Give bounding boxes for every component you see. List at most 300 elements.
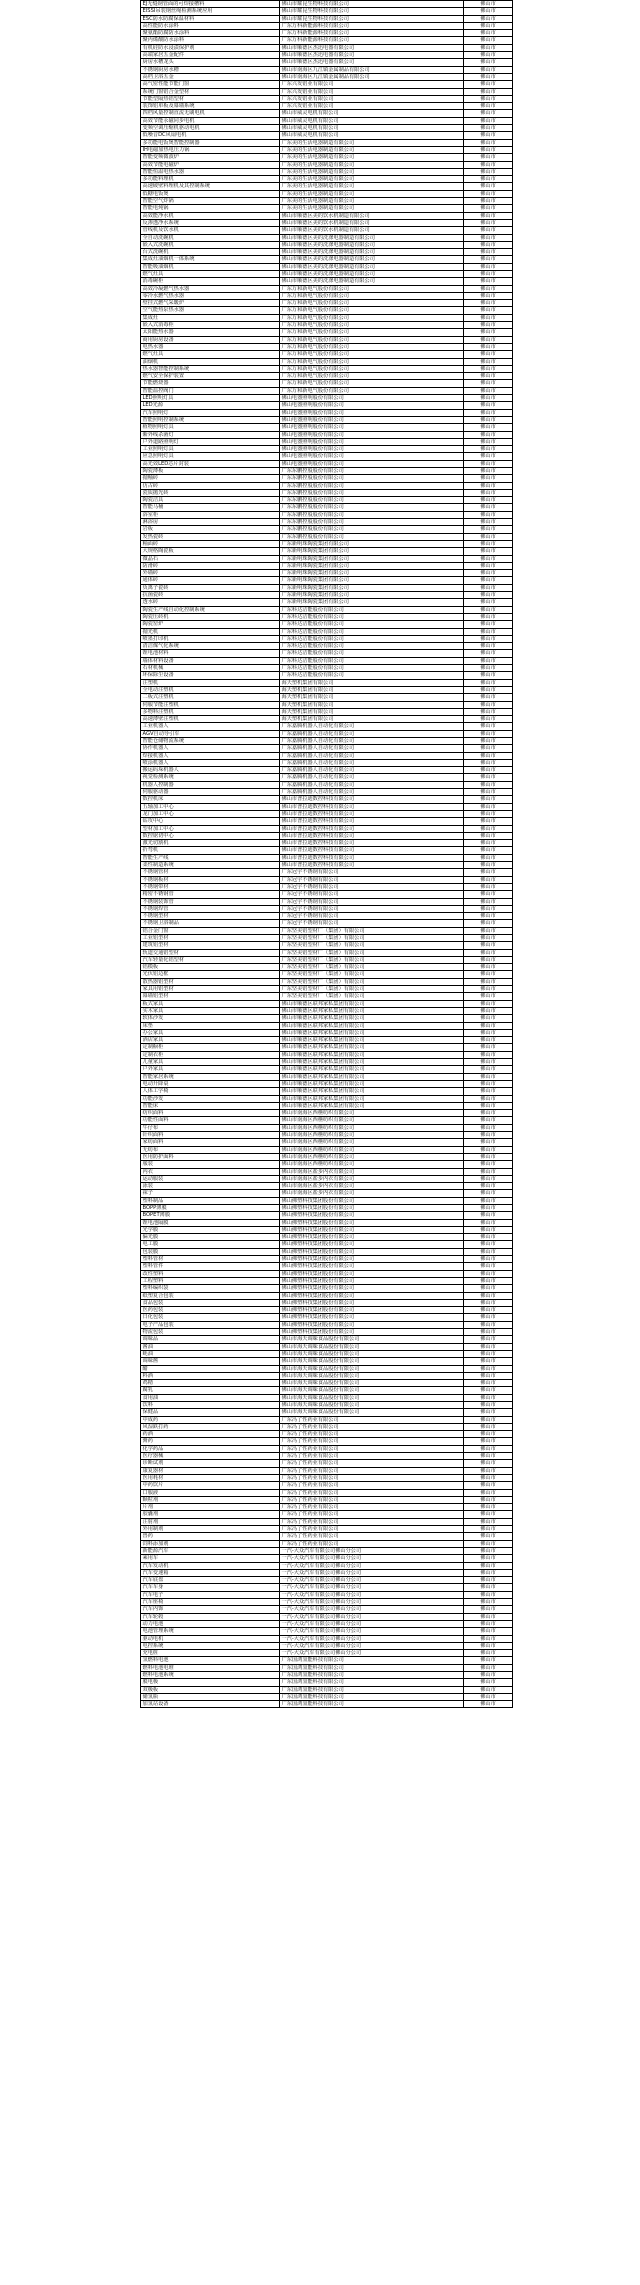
product-name-cell: 不锈钢带材	[141, 883, 280, 890]
company-name-cell: 广东冯了性药业有限公司	[280, 1482, 464, 1489]
company-name-cell: 广东万和新电气股份有限公司	[280, 343, 464, 350]
city-cell: 佛山市	[464, 1270, 513, 1277]
company-name-cell: 广东嘉腾机器人自动化有限公司	[280, 723, 464, 730]
company-name-cell: 广东坚美铝型材厂（集团）有限公司	[280, 978, 464, 985]
city-cell: 佛山市	[464, 1256, 513, 1263]
city-cell: 佛山市	[464, 1175, 513, 1182]
city-cell: 佛山市	[464, 1431, 513, 1438]
product-name-cell: 不锈钢焊管	[141, 905, 280, 912]
product-name-cell: 五轴加工中心	[141, 803, 280, 810]
company-name-cell: 广东兴发铝业有限公司	[280, 95, 464, 102]
product-name-cell: 反渗透净水系统	[141, 219, 280, 226]
company-name-cell: 佛山市威灵电机有限公司	[280, 132, 464, 139]
product-name-cell: 聚丙烯酸防水涂料	[141, 37, 280, 44]
product-name-cell: BOPP薄膜	[141, 1204, 280, 1211]
product-name-cell: 诊断试剂	[141, 1460, 280, 1467]
table-row	[141, 1292, 513, 1299]
product-name-cell: 电工膜	[141, 1241, 280, 1248]
company-name-cell: 广东冠宇不锈钢有限公司	[280, 913, 464, 920]
city-cell: 佛山市	[464, 1197, 513, 1204]
city-cell: 佛山市	[464, 1241, 513, 1248]
table-row	[141, 803, 513, 810]
company-name-cell: 一汽-大众汽车有限公司佛山分公司	[280, 1555, 464, 1562]
company-name-cell: 佛山佛塑科技集团股份有限公司	[280, 1299, 464, 1306]
city-cell: 佛山市	[464, 737, 513, 744]
company-name-cell: 佛山市南海区西樵纺织有限公司	[280, 1117, 464, 1124]
city-cell: 佛山市	[464, 1029, 513, 1036]
product-name-cell: IH电磁加热电压力锅	[141, 146, 280, 153]
city-cell: 佛山市	[464, 88, 513, 95]
company-name-cell: 广东冯了性药业有限公司	[280, 1431, 464, 1438]
company-name-cell: 广东冯了性药业有限公司	[280, 1496, 464, 1503]
table-row	[141, 1409, 513, 1416]
company-name-cell: 佛山市普拉迪数控科技有限公司	[280, 840, 464, 847]
table-row	[141, 1701, 513, 1708]
company-name-cell: 广东科达洁能股份有限公司	[280, 672, 464, 679]
city-cell: 佛山市	[464, 1153, 513, 1160]
city-cell: 佛山市	[464, 139, 513, 146]
company-name-cell: 广东嘉腾机器人自动化有限公司	[280, 759, 464, 766]
product-name-cell: 汽车车身	[141, 1584, 280, 1591]
table-row	[141, 1547, 513, 1554]
company-name-cell: 广东万和新电气股份有限公司	[280, 336, 464, 343]
city-cell: 佛山市	[464, 862, 513, 869]
table-row	[141, 1387, 513, 1394]
product-name-cell: 燃气灶具	[141, 270, 280, 277]
table-row	[141, 270, 513, 277]
product-name-cell: 风湿跌打药	[141, 1423, 280, 1430]
company-name-cell: 一汽-大众汽车有限公司佛山分公司	[280, 1628, 464, 1635]
table-row	[141, 1642, 513, 1649]
product-name-cell: 环保除尘设备	[141, 672, 280, 679]
product-name-cell: 汽车变速箱	[141, 1569, 280, 1576]
table-row	[141, 1518, 513, 1525]
table-row	[141, 920, 513, 927]
table-row	[141, 694, 513, 701]
product-name-cell: 石材机械	[141, 665, 280, 672]
city-cell: 佛山市	[464, 803, 513, 810]
table-row	[141, 935, 513, 942]
company-name-cell: 佛山市顺德区杰迅电器有限公司	[280, 59, 464, 66]
company-name-cell: 广东东鹏控股股份有限公司	[280, 526, 464, 533]
company-name-cell: 佛山市威灵电机有限公司	[280, 125, 464, 132]
product-name-cell: 药酒	[141, 1431, 280, 1438]
city-cell: 佛山市	[464, 1146, 513, 1153]
city-cell: 佛山市	[464, 234, 513, 241]
table-row	[141, 1110, 513, 1117]
table-row	[141, 504, 513, 511]
table-row	[141, 643, 513, 650]
table-row	[141, 628, 513, 635]
product-name-cell: 集成灶	[141, 314, 280, 321]
company-name-cell: 佛山市海天调味食品股份有限公司	[280, 1372, 464, 1379]
city-cell: 佛山市	[464, 584, 513, 591]
company-name-cell: 广东万和新电气股份有限公司	[280, 292, 464, 299]
city-cell: 佛山市	[464, 468, 513, 475]
product-name-cell: 集成灶油烟机一体系统	[141, 256, 280, 263]
table-row	[141, 1482, 513, 1489]
product-name-cell: 腐乳	[141, 1387, 280, 1394]
city-cell: 佛山市	[464, 599, 513, 606]
table-row	[141, 840, 513, 847]
city-cell: 佛山市	[464, 73, 513, 80]
city-cell: 佛山市	[464, 416, 513, 423]
city-cell: 佛山市	[464, 453, 513, 460]
company-name-cell: 佛山电器照明股份有限公司	[280, 424, 464, 431]
product-name-cell: 高效冷凝燃气热水器	[141, 285, 280, 292]
company-name-cell: 广东兴发铝业有限公司	[280, 88, 464, 95]
table-row	[141, 475, 513, 482]
city-cell: 佛山市	[464, 263, 513, 270]
city-cell: 佛山市	[464, 103, 513, 110]
product-name-cell: ESC防水防腐保温材料	[141, 15, 280, 22]
table-row	[141, 789, 513, 796]
product-name-cell: 瓷质抛光砖	[141, 489, 280, 496]
product-name-cell: 陶瓷生产线自动化控制系统	[141, 606, 280, 613]
company-name-cell: 佛山市顺德区美的洗涤电器制造有限公司	[280, 234, 464, 241]
city-cell: 佛山市	[464, 358, 513, 365]
table-row	[141, 891, 513, 898]
product-name-cell: 汽车轮毂	[141, 1613, 280, 1620]
table-row	[141, 1000, 513, 1007]
product-name-cell: 汽车照明灯	[141, 409, 280, 416]
product-name-cell: 有机硅防水浸渍保护剂	[141, 44, 280, 51]
company-name-cell: 佛山佛塑科技集团股份有限公司	[280, 1307, 464, 1314]
company-name-cell: 佛山市南海区西樵纺织有限公司	[280, 1146, 464, 1153]
product-name-cell: 汽车电子	[141, 1591, 280, 1598]
company-name-cell: 一汽-大众汽车有限公司佛山分公司	[280, 1591, 464, 1598]
table-row	[141, 562, 513, 569]
city-cell: 佛山市	[464, 971, 513, 978]
product-name-cell: 光伏铝边框	[141, 971, 280, 978]
product-name-cell: 高性能防水涂料	[141, 22, 280, 29]
product-name-cell: 无纺布	[141, 1146, 280, 1153]
product-name-cell: 不锈钢卫浴制品	[141, 920, 280, 927]
product-name-cell: 饲料添加剂	[141, 1540, 280, 1547]
table-row	[141, 351, 513, 358]
table-row	[141, 1657, 513, 1664]
company-name-cell: 广东万科新能源科技有限公司	[280, 30, 464, 37]
table-row	[141, 1168, 513, 1175]
table-row	[141, 650, 513, 657]
product-name-cell: 智能照明控制系统	[141, 416, 280, 423]
city-cell: 佛山市	[464, 438, 513, 445]
company-name-cell: 佛山佛塑科技集团股份有限公司	[280, 1197, 464, 1204]
product-name-cell: 充电桩	[141, 1650, 280, 1657]
company-name-cell: 广东嘉腾机器人自动化有限公司	[280, 745, 464, 752]
table-row	[141, 66, 513, 73]
city-cell: 佛山市	[464, 1511, 513, 1518]
table-row	[141, 613, 513, 620]
product-name-cell: 不锈钢装饰管	[141, 898, 280, 905]
company-name-cell: 广东冯了性药业有限公司	[280, 1416, 464, 1423]
product-name-cell: 多功能料理机	[141, 176, 280, 183]
product-name-cell: LED光源	[141, 402, 280, 409]
product-name-cell: 智能变频微波炉	[141, 154, 280, 161]
product-name-cell: 泳装	[141, 1183, 280, 1190]
table-row	[141, 387, 513, 394]
table-row	[141, 621, 513, 628]
company-name-cell: 佛山佛塑科技集团股份有限公司	[280, 1285, 464, 1292]
product-name-cell: 仿古砖	[141, 482, 280, 489]
table-row	[141, 314, 513, 321]
table-row	[141, 1445, 513, 1452]
product-name-cell: 不锈钢板材	[141, 876, 280, 883]
product-name-cell: 视觉检测系统	[141, 774, 280, 781]
city-cell: 佛山市	[464, 1132, 513, 1139]
company-name-cell: 广东新明珠陶瓷集团有限公司	[280, 562, 464, 569]
product-name-cell: 功能沙发	[141, 1095, 280, 1102]
table-row	[141, 176, 513, 183]
company-name-cell: 海天塑机集团有限公司	[280, 701, 464, 708]
table-row	[141, 373, 513, 380]
city-cell: 佛山市	[464, 519, 513, 526]
company-name-cell: 广东冠宇不锈钢有限公司	[280, 920, 464, 927]
product-name-cell: 不锈钢型材	[141, 913, 280, 920]
table-row	[141, 1460, 513, 1467]
table-row	[141, 1438, 513, 1445]
city-cell: 佛山市	[464, 1051, 513, 1058]
product-name-cell: 铝合金门窗	[141, 927, 280, 934]
city-cell: 佛山市	[464, 540, 513, 547]
product-name-cell: 装饰铝单板及幕墙系统	[141, 103, 280, 110]
product-name-cell: 零冷水燃气热水器	[141, 292, 280, 299]
product-name-cell: 日化包装	[141, 1314, 280, 1321]
table-row	[141, 212, 513, 219]
city-cell: 佛山市	[464, 1095, 513, 1102]
company-name-cell: 广东新明珠陶瓷集团有限公司	[280, 599, 464, 606]
table-row	[141, 15, 513, 22]
city-cell: 佛山市	[464, 270, 513, 277]
company-name-cell: 广东万和新电气股份有限公司	[280, 365, 464, 372]
product-name-cell: 太阳能热水器	[141, 329, 280, 336]
table-row	[141, 110, 513, 117]
city-cell: 佛山市	[464, 978, 513, 985]
company-name-cell: 广东科达洁能股份有限公司	[280, 650, 464, 657]
product-name-cell: 锂电池隔膜	[141, 1219, 280, 1226]
city-cell: 佛山市	[464, 1569, 513, 1576]
product-name-cell: 户外道路照明灯	[141, 438, 280, 445]
product-name-cell: 膜电极	[141, 1679, 280, 1686]
product-name-cell: 床垫	[141, 1022, 280, 1029]
product-name-cell: 食用油	[141, 1394, 280, 1401]
company-name-cell: 佛山市顺德区联邦家私集团有限公司	[280, 1015, 464, 1022]
city-cell: 佛山市	[464, 1022, 513, 1029]
table-row	[141, 380, 513, 387]
product-name-cell: 工程塑料	[141, 1277, 280, 1284]
company-name-cell: 佛山电器照明股份有限公司	[280, 395, 464, 402]
table-row	[141, 533, 513, 540]
product-name-cell: 纸塑复合包装	[141, 1292, 280, 1299]
city-cell: 佛山市	[464, 1110, 513, 1117]
table-row	[141, 1248, 513, 1255]
city-cell: 佛山市	[464, 1453, 513, 1460]
city-cell: 佛山市	[464, 1555, 513, 1562]
company-name-cell: 广东万和新电气股份有限公司	[280, 380, 464, 387]
city-cell: 佛山市	[464, 497, 513, 504]
city-cell: 佛山市	[464, 665, 513, 672]
table-row	[141, 1117, 513, 1124]
city-cell: 佛山市	[464, 716, 513, 723]
company-name-cell: 佛山佛塑科技集团股份有限公司	[280, 1321, 464, 1328]
company-name-cell: 广东坚美铝型材厂（集团）有限公司	[280, 949, 464, 956]
city-cell: 佛山市	[464, 351, 513, 358]
company-name-cell: 海天塑机集团有限公司	[280, 694, 464, 701]
company-name-cell: 佛山市普拉迪数控科技有限公司	[280, 803, 464, 810]
table-row	[141, 1380, 513, 1387]
product-name-cell: 功能性面料	[141, 1117, 280, 1124]
product-name-cell: 智能马桶	[141, 504, 280, 511]
city-cell: 佛山市	[464, 577, 513, 584]
product-name-cell: 型材加工中心	[141, 825, 280, 832]
table-row	[141, 1365, 513, 1372]
company-name-cell: 广东东鹏控股股份有限公司	[280, 489, 464, 496]
product-name-cell: 伺服驱动器	[141, 789, 280, 796]
table-row	[141, 322, 513, 329]
company-name-cell: 佛山电器照明股份有限公司	[280, 431, 464, 438]
city-cell: 佛山市	[464, 548, 513, 555]
table-row	[141, 1650, 513, 1657]
city-cell: 佛山市	[464, 672, 513, 679]
city-cell: 佛山市	[464, 300, 513, 307]
table-row	[141, 1270, 513, 1277]
product-name-cell: 定制衣柜	[141, 1051, 280, 1058]
product-name-cell: 改性塑料	[141, 1270, 280, 1277]
product-name-cell: 双极板	[141, 1686, 280, 1693]
table-row	[141, 1241, 513, 1248]
city-cell: 佛山市	[464, 190, 513, 197]
city-cell: 佛山市	[464, 723, 513, 730]
company-name-cell: 广东美的生活电器制造有限公司	[280, 198, 464, 205]
city-cell: 佛山市	[464, 1102, 513, 1109]
company-name-cell: 广东冯了性药业有限公司	[280, 1518, 464, 1525]
product-name-cell: 全自动洗碗机	[141, 234, 280, 241]
city-cell: 佛山市	[464, 161, 513, 168]
table-row	[141, 584, 513, 591]
table-row	[141, 460, 513, 467]
company-name-cell: 广东坚美铝型材厂（集团）有限公司	[280, 956, 464, 963]
product-name-cell: 内衣	[141, 1168, 280, 1175]
product-name-cell: 空气能热泵热水器	[141, 307, 280, 314]
company-name-cell: 佛山市普拉迪数控科技有限公司	[280, 854, 464, 861]
city-cell: 佛山市	[464, 1562, 513, 1569]
table-row	[141, 592, 513, 599]
company-name-cell: 佛山市耀昆生物科技有限公司	[280, 8, 464, 15]
table-row	[141, 993, 513, 1000]
table-row	[141, 482, 513, 489]
company-name-cell: 佛山市顺德区美的洗涤电器制造有限公司	[280, 263, 464, 270]
city-cell: 佛山市	[464, 1380, 513, 1387]
document-page	[140, 0, 500, 1708]
company-name-cell: 佛山市顺德区美的洗涤电器制造有限公司	[280, 278, 464, 285]
company-name-cell: 佛山电器照明股份有限公司	[280, 416, 464, 423]
company-name-cell: 一汽-大众汽车有限公司佛山分公司	[280, 1562, 464, 1569]
product-name-cell: 低噪音DC风扇电机	[141, 132, 280, 139]
city-cell: 佛山市	[464, 1409, 513, 1416]
product-name-cell: 机器人控制器	[141, 781, 280, 788]
table-row	[141, 285, 513, 292]
table-row	[141, 1329, 513, 1336]
table-row	[141, 249, 513, 256]
company-name-cell: 广东新明珠陶瓷集团有限公司	[280, 540, 464, 547]
city-cell: 佛山市	[464, 1599, 513, 1606]
table-row	[141, 555, 513, 562]
table-row	[141, 73, 513, 80]
product-name-cell: 淋浴房	[141, 519, 280, 526]
company-name-cell: 一汽-大众汽车有限公司佛山分公司	[280, 1584, 464, 1591]
product-name-cell: 高效能净水机	[141, 212, 280, 219]
table-row	[141, 767, 513, 774]
table-row	[141, 336, 513, 343]
table-row	[141, 59, 513, 66]
product-name-cell: 酱油	[141, 1343, 280, 1350]
city-cell: 佛山市	[464, 1307, 513, 1314]
company-name-cell: 佛山佛塑科技集团股份有限公司	[280, 1263, 464, 1270]
product-name-cell: 酒店家具	[141, 1037, 280, 1044]
city-cell: 佛山市	[464, 1438, 513, 1445]
product-name-cell: 储氢瓶	[141, 1693, 280, 1700]
table-row	[141, 1153, 513, 1160]
company-name-cell: 佛山市南海区盐步内衣有限公司	[280, 1175, 464, 1182]
city-cell: 佛山市	[464, 1701, 513, 1708]
city-cell: 佛山市	[464, 402, 513, 409]
table-row	[141, 424, 513, 431]
city-cell: 佛山市	[464, 1088, 513, 1095]
product-name-cell: 陶瓷薄板	[141, 468, 280, 475]
city-cell: 佛山市	[464, 183, 513, 190]
city-cell: 佛山市	[464, 686, 513, 693]
city-cell: 佛山市	[464, 1650, 513, 1657]
product-name-cell: 办公家具	[141, 1029, 280, 1036]
product-name-cell: 锂电池材料	[141, 650, 280, 657]
city-cell: 佛山市	[464, 1037, 513, 1044]
table-row	[141, 971, 513, 978]
city-cell: 佛山市	[464, 59, 513, 66]
company-name-cell: 广东科达洁能股份有限公司	[280, 657, 464, 664]
city-cell: 佛山市	[464, 30, 513, 37]
table-row	[141, 1132, 513, 1139]
company-name-cell: 广东新明珠陶瓷集团有限公司	[280, 577, 464, 584]
product-name-cell: 喷涂机器人	[141, 759, 280, 766]
product-name-cell: 嵌入式消毒柜	[141, 322, 280, 329]
city-cell: 佛山市	[464, 847, 513, 854]
product-name-cell: 智能家居系统	[141, 1073, 280, 1080]
product-name-cell: 高气密性能节能门窗	[141, 81, 280, 88]
product-name-cell: 保健品	[141, 1409, 280, 1416]
company-name-cell: 佛山市南海区西樵纺织有限公司	[280, 1139, 464, 1146]
table-row	[141, 139, 513, 146]
product-name-cell: 中药饮片	[141, 1482, 280, 1489]
company-name-cell: 佛山市耀昆生物科技有限公司	[280, 15, 464, 22]
product-name-cell: 数控锯切中心	[141, 832, 280, 839]
city-cell: 佛山市	[464, 1577, 513, 1584]
company-name-cell: 广东冯了性药业有限公司	[280, 1445, 464, 1452]
city-cell: 佛山市	[464, 285, 513, 292]
city-cell: 佛山市	[464, 1489, 513, 1496]
table-row	[141, 1015, 513, 1022]
table-row	[141, 1212, 513, 1219]
product-name-cell: 动力电池	[141, 1620, 280, 1627]
city-cell: 佛山市	[464, 489, 513, 496]
product-name-cell: AGV自动导引车	[141, 730, 280, 737]
city-cell: 佛山市	[464, 628, 513, 635]
table-row	[141, 876, 513, 883]
table-row	[141, 190, 513, 197]
table-row	[141, 365, 513, 372]
product-name-cell: 软体沙发	[141, 1015, 280, 1022]
city-cell: 佛山市	[464, 832, 513, 839]
product-name-cell: 全电动注塑机	[141, 686, 280, 693]
